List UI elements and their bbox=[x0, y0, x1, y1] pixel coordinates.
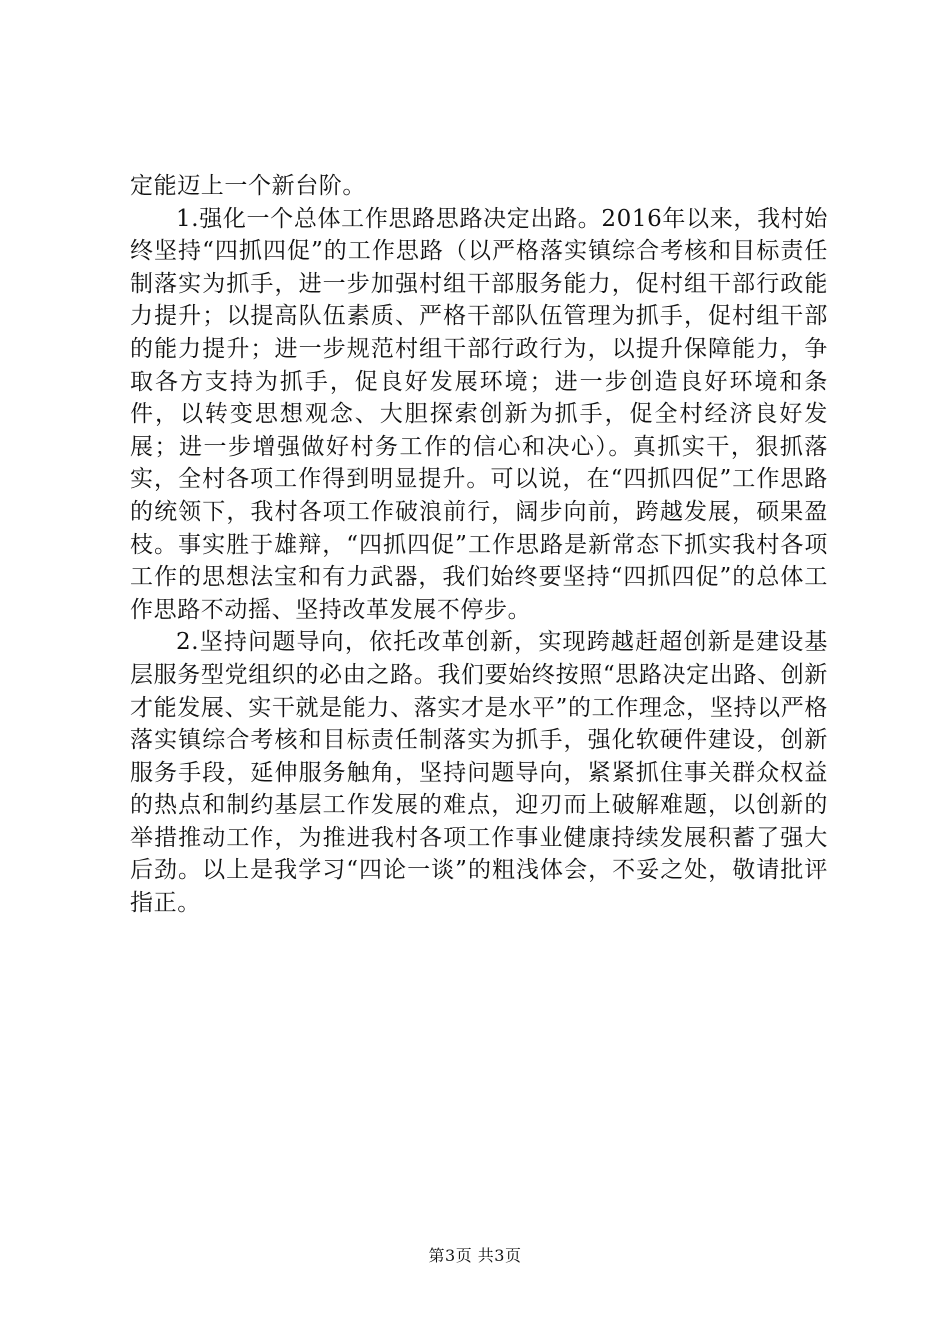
paragraph-point-2: 2.坚持问题导向，依托改革创新，实现跨越赶超创新是建设基层服务型党组织的必由之路。我们要始终按照“思路决定出路、创新才能发展、实干就是能力、落实才是水平”的工作理念，坚持以严格落实镇综合考核和目标责任制落实为抓手，强化软硬件建设，创新服务手段，延伸服务触角，坚持问题导向，紧紧抓住事关群众权益的热点和制约基层工作发展的难点，迎刃而上破解难题，以创新的举措推动工作，为推进我村各项工作事业健康持续发展积蓄了强大后劲。以上是我学习“四论一谈”的粗浅体会，不妥之处，敬请批评指正。 bbox=[130, 629, 828, 917]
paragraph-continuation: 定能迈上一个新台阶。 bbox=[130, 173, 366, 199]
page-number-footer: 第3页 共3页 bbox=[428, 1246, 522, 1265]
document-body bbox=[130, 170, 828, 920]
paragraph-point-1: 1.强化一个总体工作思路思路决定出路。2016年以来，我村始终坚持“四抓四促”的工作思路（以严格落实镇综合考核和目标责任制落实为抓手，进一步加强村组干部服务能力，促村组干部行政能力提升；以提高队伍素质、严格干部队伍管理为抓手，促村组干部的能力提升；进一步规范村组干部行政行为，以提升保障能力，争取各方支持为抓手，促良好发展环境；进一步创造良好环境和条件，以转变思想观念、大胆探索创新为抓手，促全村经济良好发展；进一步增强做好村务工作的信心和决心）。真抓实干，狠抓落实，全村各项工作得到明显提升。可以说，在“四抓四促”工作思路的统领下，我村各项工作破浪前行，阔步向前，跨越发展，硕果盈枝。事实胜于雄辩，“四抓四促”工作思路是新常态下抓实我村各项工作的思想法宝和有力武器，我们始终要坚持“四抓四促”的总体工作思路不动摇、坚持改革发展不停步。 bbox=[130, 205, 828, 623]
